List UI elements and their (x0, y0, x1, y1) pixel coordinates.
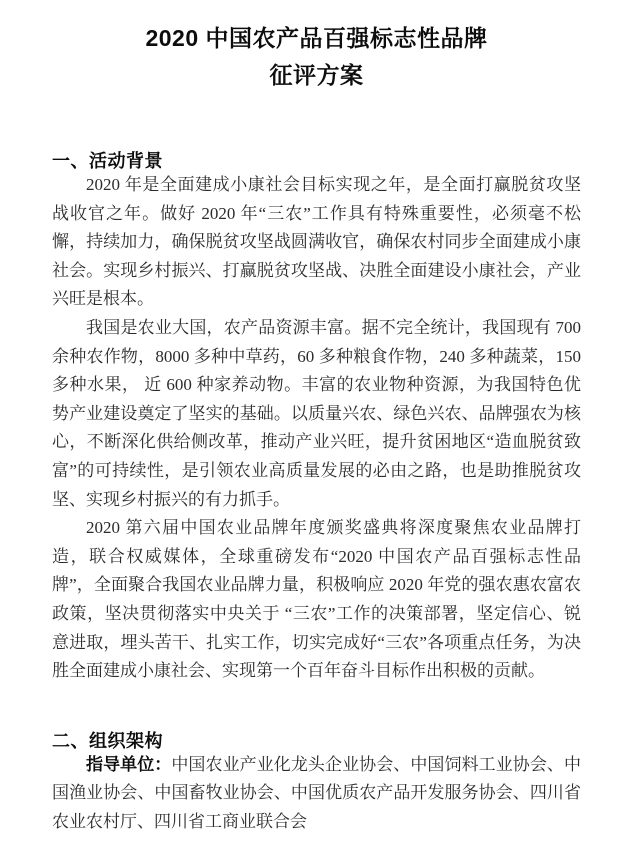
paragraph-guiding-units (52, 751, 581, 837)
section-heading-organization: 二、组织架构 (52, 730, 163, 751)
paragraph-background-2: 我国是农业大国，农产品资源丰富。据不完全统计，我国现有 700 余种农作物，8000 多种中草药，60 多种粮食作物，240 多种蔬菜，150 多种水果， 近 600 种家养动物。丰富的农业物种资源，为我国特色优势产业建设奠定了坚实的基础。以质量兴农、绿色兴农、品牌强农为核心，不断深化供给侧改革，推动产业兴旺，提升贫困地区“造血脱贫致富”的可持续性，是引领农业高质量发展的必由之路，也是助推脱贫攻坚、实现乡村振兴的有力抓手。 (52, 317, 581, 509)
document-title-line2: 征评方案 (269, 62, 364, 88)
guiding-units-label: 指导单位： (86, 754, 172, 774)
document-title (52, 20, 581, 94)
document-title-line1: 2020 中国农产品百强标志性品牌 (145, 25, 488, 51)
section-heading-activity-background: 一、活动背景 (52, 151, 163, 171)
paragraph-background-1: 2020 年是全面建成小康社会目标实现之年，是全面打赢脱贫攻坚战收官之年。做好 2020 年“三农”工作具有特殊重要性，必须毫不松懈，持续加力，确保脱贫攻坚战圆满收官，确保农村同步全面建成小康社会。实现乡村振兴、打赢脱贫攻坚战、决胜全面建设小康社会，产业兴旺是根本。 (52, 175, 581, 309)
guiding-units-text: 中国农业产业化龙头企业协会、中国饲料工业协会、中国渔业协会、中国畜牧业协会、中国优质农产品开发服务协会、四川省农业农村厅、四川省工商业联合会 (52, 754, 582, 831)
paragraph-background-3: 2020 第六届中国农业品牌年度颁奖盛典将深度聚焦农业品牌打造，联合权威媒体，全球重磅发布“2020 中国农产品百强标志性品牌”，全面聚合我国农业品牌力量，积极响应 2020 年党的强农惠农富农政策，坚决贯彻落实中央关于 “三农”工作的决策部署，坚定信心、锐意进取，埋头苦干、扎实工作，切实完成好“三农”各项重点任务，为决胜全面建成小康社会、实现第一个百年奋斗目标作出积极的贡献。 (52, 518, 581, 681)
